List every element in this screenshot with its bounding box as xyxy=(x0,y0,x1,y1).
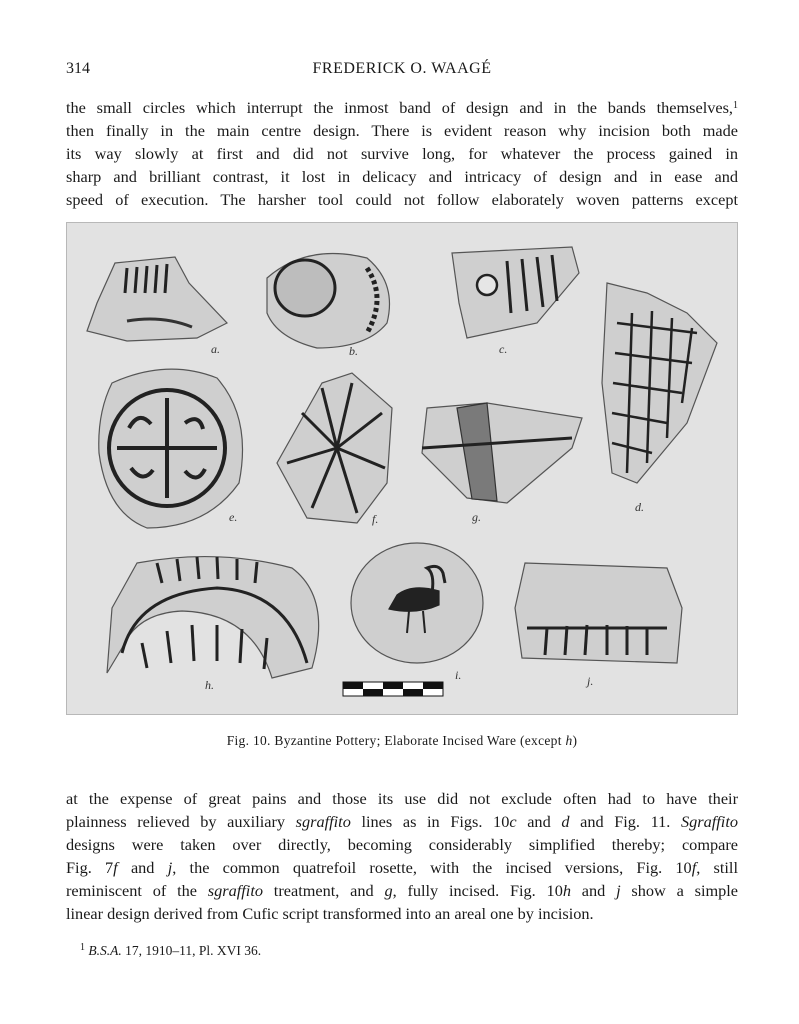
label-b: b. xyxy=(349,344,358,358)
text-line: plainness relieved by auxiliary sgraffito lines as in Figs. 10c and d and Fig. 11. Sgraffito xyxy=(66,812,738,831)
sherd-e xyxy=(99,369,243,528)
label-j: j. xyxy=(587,674,594,688)
sherd-i xyxy=(351,543,483,663)
label-g: g. xyxy=(472,510,481,524)
sherd-a xyxy=(87,257,227,341)
text-line: then finally in the main centre design. There is evident reason why incision both made xyxy=(66,121,738,140)
paragraph-top xyxy=(66,96,738,211)
page-header xyxy=(66,60,738,84)
text-line: sharp and brilliant contrast, it lost in delicacy and intricacy of design and in ease and xyxy=(66,167,738,186)
page-number: 314 xyxy=(66,60,90,77)
scale-bar xyxy=(343,682,443,696)
sherd-d xyxy=(602,283,717,483)
figure-caption: Fig. 10. Byzantine Pottery; Elaborate Incised Ware (except h) xyxy=(226,733,578,748)
label-e: e. xyxy=(229,510,238,524)
pottery-plate xyxy=(67,223,738,715)
label-c: c. xyxy=(499,342,508,356)
label-d: d. xyxy=(635,500,644,514)
running-head: FREDERICK O. WAAGÉ xyxy=(312,60,492,77)
text-line: at the expense of great pains and those its use did not exclude often had to have their xyxy=(66,789,738,808)
sherd-j xyxy=(515,563,682,663)
sherd-c xyxy=(452,247,579,338)
sherd-f xyxy=(277,373,392,523)
footnote: $^1$ B.S.A. 17, 1910–11, Pl. XVI 36. xyxy=(80,942,262,958)
label-a: a. xyxy=(211,342,220,356)
label-i: i. xyxy=(455,668,462,682)
text-line: reminiscent of the sgraffito treatment, and g, fully incised. Fig. 10h and j show a simple xyxy=(66,881,739,900)
text-line: the small circles which interrupt the inmost band of design and in the bands themselves,$^1$ xyxy=(66,98,738,117)
label-f: f. xyxy=(372,512,379,526)
paragraph-bottom xyxy=(66,787,738,925)
footnote-ref: 1 xyxy=(733,100,738,111)
sherd-b xyxy=(267,254,390,349)
sherd-g xyxy=(422,403,582,503)
text-line: designs were taken over directly, becoming considerably simplified thereby; compare xyxy=(66,835,738,854)
text-line: its way slowly at first and did not survive long, for whatever the process gained in xyxy=(66,144,738,163)
label-h: h. xyxy=(205,678,214,692)
text-line: Fig. 7f and j, the common quatrefoil rosette, with the incised versions, Fig. 10f, still xyxy=(66,858,738,877)
figure-pottery-photo xyxy=(66,222,738,715)
text-line: speed of execution. The harsher tool could not follow elaborately woven patterns except xyxy=(66,190,738,209)
sherd-h xyxy=(107,557,319,678)
text-line: linear design derived from Cufic script transformed into an areal one by incision. xyxy=(66,904,594,923)
